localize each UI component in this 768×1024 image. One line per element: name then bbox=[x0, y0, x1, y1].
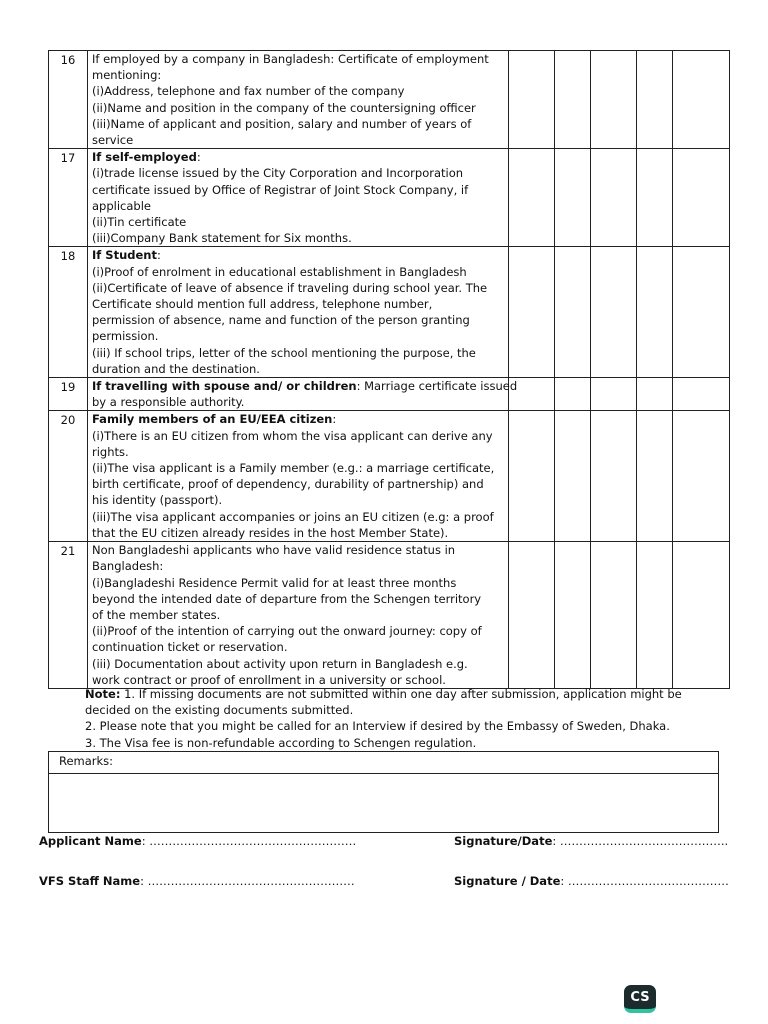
description-line: by a responsible authority. bbox=[92, 395, 245, 410]
row-description bbox=[88, 378, 518, 411]
description-line: of the member states. bbox=[92, 607, 221, 622]
checkbox-cell-3[interactable] bbox=[591, 247, 637, 378]
row-number: 20 bbox=[49, 411, 88, 542]
description-line: (ii)Proof of the intention of carrying out the onward journey: copy of bbox=[92, 624, 482, 639]
applicant-name-label: Applicant Name bbox=[39, 834, 142, 848]
checkbox-cell-5[interactable] bbox=[673, 149, 730, 247]
checkbox-cell-3[interactable] bbox=[591, 411, 637, 542]
table-row bbox=[49, 378, 730, 411]
description-line: (iii)The visa applicant accompanies or joins an EU citizen (e.g: a proof bbox=[92, 509, 494, 524]
note-line-4: 3. The Visa fee is non-refundable according to Schengen regulation. bbox=[85, 735, 477, 750]
description-line: (ii)Name and position in the company of the countersigning officer bbox=[92, 100, 476, 115]
row-number: 19 bbox=[49, 378, 88, 411]
applicant-name-line bbox=[39, 834, 356, 848]
remarks-field[interactable] bbox=[49, 774, 718, 832]
description-heading-line bbox=[92, 378, 518, 394]
remarks-label: Remarks: bbox=[49, 752, 718, 774]
description-line: his identity (passport). bbox=[92, 493, 223, 508]
checkbox-cell-1[interactable] bbox=[509, 51, 555, 149]
description-heading-rest: : bbox=[156, 248, 161, 263]
description-line: Bangladesh: bbox=[92, 559, 164, 574]
checklist-rows bbox=[49, 51, 730, 689]
description-line: (iii)Name of applicant and position, salary and number of years of bbox=[92, 116, 472, 131]
row-description bbox=[88, 411, 509, 542]
note-line-2: decided on the existing documents submitted. bbox=[85, 703, 354, 718]
description-line: (i)Bangladeshi Residence Permit valid for at least three months bbox=[92, 575, 457, 590]
description-line: (i)Address, telephone and fax number of the company bbox=[92, 84, 405, 99]
checkbox-cell-1[interactable] bbox=[509, 149, 555, 247]
checkbox-cell-5[interactable] bbox=[673, 542, 730, 689]
description-heading: Family members of an EU/EEA citizen bbox=[92, 412, 333, 427]
remarks-box bbox=[48, 751, 719, 833]
description-heading-line bbox=[92, 411, 504, 427]
checkbox-cell-4[interactable] bbox=[637, 149, 673, 247]
description-line: (i)trade license issued by the City Corporation and Incorporation bbox=[92, 166, 464, 181]
checkbox-cell-5[interactable] bbox=[673, 247, 730, 378]
applicant-signature-label: Signature/Date bbox=[454, 834, 553, 848]
description-heading-line bbox=[92, 247, 504, 263]
note-line-1 bbox=[85, 686, 725, 702]
note-line-3: 2. Please note that you might be called for an Interview if desired by the Embassy of Sweden, Dhaka. bbox=[85, 719, 670, 734]
description-heading-rest: : bbox=[196, 150, 201, 165]
checkbox-cell-5[interactable] bbox=[673, 411, 730, 542]
description-line: permission. bbox=[92, 329, 159, 344]
description-line: (iii) Documentation about activity upon return in Bangladesh e.g. bbox=[92, 656, 468, 671]
description-line: (iii) If school trips, letter of the school mentioning the purpose, the bbox=[92, 345, 476, 360]
checkbox-cell-2[interactable] bbox=[555, 378, 591, 411]
description-line: beyond the intended date of departure from the Schengen territory bbox=[92, 591, 482, 606]
description-line: duration and the destination. bbox=[92, 361, 260, 376]
description-line: (i)There is an EU citizen from whom the visa applicant can derive any bbox=[92, 428, 493, 443]
checkbox-cell-4[interactable] bbox=[637, 411, 673, 542]
note-label: Note: bbox=[85, 687, 121, 701]
row-number: 16 bbox=[49, 51, 88, 149]
applicant-signature-line bbox=[454, 834, 728, 848]
staff-name-line bbox=[39, 874, 355, 888]
checkbox-cell-4[interactable] bbox=[637, 51, 673, 149]
description-heading-rest: : bbox=[332, 412, 337, 427]
description-heading: If travelling with spouse and/ or children bbox=[92, 379, 357, 394]
row-number: 18 bbox=[49, 247, 88, 378]
checkbox-cell-3[interactable] bbox=[591, 542, 637, 689]
description-heading: If Student bbox=[92, 248, 157, 263]
checkbox-cell-3[interactable] bbox=[591, 149, 637, 247]
staff-signature-label: Signature / Date bbox=[454, 874, 561, 888]
description-heading: If self-employed bbox=[92, 150, 197, 165]
checkbox-cell-1[interactable] bbox=[509, 542, 555, 689]
staff-signature-line bbox=[454, 874, 729, 888]
checkbox-cell-3[interactable] bbox=[591, 378, 637, 411]
notes-section bbox=[85, 686, 725, 751]
description-line: (i)Proof of enrolment in educational establishment in Bangladesh bbox=[92, 264, 467, 279]
row-description bbox=[88, 149, 509, 247]
description-heading-line bbox=[92, 149, 504, 165]
description-heading-rest: : Marriage certificate issued bbox=[356, 379, 518, 394]
checkbox-cell-4[interactable] bbox=[637, 247, 673, 378]
description-line: rights. bbox=[92, 444, 129, 459]
checkbox-cell-2[interactable] bbox=[555, 149, 591, 247]
checkbox-cell-5[interactable] bbox=[673, 51, 730, 149]
staff-name-label: VFS Staff Name bbox=[39, 874, 141, 888]
note-line-1-text: 1. If missing documents are not submitted within one day after submission, application might be bbox=[120, 687, 682, 701]
description-line: applicable bbox=[92, 198, 151, 213]
staff-signature-dots[interactable]: : …………………………………… bbox=[560, 874, 729, 888]
checklist-table bbox=[48, 50, 730, 689]
table-row bbox=[49, 247, 730, 378]
description-line: (ii)Certificate of leave of absence if traveling during school year. The bbox=[92, 280, 488, 295]
checkbox-cell-3[interactable] bbox=[591, 51, 637, 149]
description-line: work contract or proof of enrollment in a university or school. bbox=[92, 672, 446, 687]
row-number: 21 bbox=[49, 542, 88, 689]
table-row bbox=[49, 51, 730, 149]
camscanner-logo-icon bbox=[624, 985, 656, 1013]
applicant-name-dots[interactable]: : ……………………………………………… bbox=[141, 834, 357, 848]
checkbox-cell-4[interactable] bbox=[637, 378, 673, 411]
table-row bbox=[49, 542, 730, 689]
description-line: certificate issued by Office of Registrar of Joint Stock Company, if bbox=[92, 182, 469, 197]
checkbox-cell-5[interactable] bbox=[673, 378, 730, 411]
logo-text: CS bbox=[630, 990, 650, 1005]
table-row bbox=[49, 411, 730, 542]
checkbox-cell-2[interactable] bbox=[555, 411, 591, 542]
row-description bbox=[88, 247, 509, 378]
description-line: continuation ticket or reservation. bbox=[92, 640, 288, 655]
description-line: Non Bangladeshi applicants who have valid residence status in bbox=[92, 543, 456, 558]
applicant-signature-dots[interactable]: : …………………………………….. bbox=[552, 834, 729, 848]
staff-name-dots[interactable]: : ……………………………………………… bbox=[140, 874, 355, 888]
row-description bbox=[88, 51, 509, 149]
checkbox-cell-4[interactable] bbox=[637, 542, 673, 689]
row-number: 17 bbox=[49, 149, 88, 247]
description-line: that the EU citizen already resides in the host Member State). bbox=[92, 525, 449, 540]
description-line: service bbox=[92, 133, 134, 148]
checkbox-cell-2[interactable] bbox=[555, 51, 591, 149]
checkbox-cell-2[interactable] bbox=[555, 542, 591, 689]
description-line: birth certificate, proof of dependency, durability of partnership) and bbox=[92, 477, 484, 492]
description-line: (ii)The visa applicant is a Family member (e.g.: a marriage certificate, bbox=[92, 461, 495, 476]
row-description bbox=[88, 542, 509, 689]
description-line: permission of absence, name and function of the person granting bbox=[92, 313, 470, 328]
description-line: If employed by a company in Bangladesh: Certificate of employment bbox=[92, 52, 489, 66]
description-line: (iii)Company Bank statement for Six months. bbox=[92, 231, 352, 246]
checkbox-cell-1[interactable] bbox=[509, 411, 555, 542]
description-line: Certificate should mention full address, telephone number, bbox=[92, 297, 433, 312]
description-line: mentioning: bbox=[92, 68, 162, 83]
table-row bbox=[49, 149, 730, 247]
checkbox-cell-2[interactable] bbox=[555, 247, 591, 378]
checkbox-cell-1[interactable] bbox=[509, 247, 555, 378]
description-line: (ii)Tin certificate bbox=[92, 215, 187, 230]
